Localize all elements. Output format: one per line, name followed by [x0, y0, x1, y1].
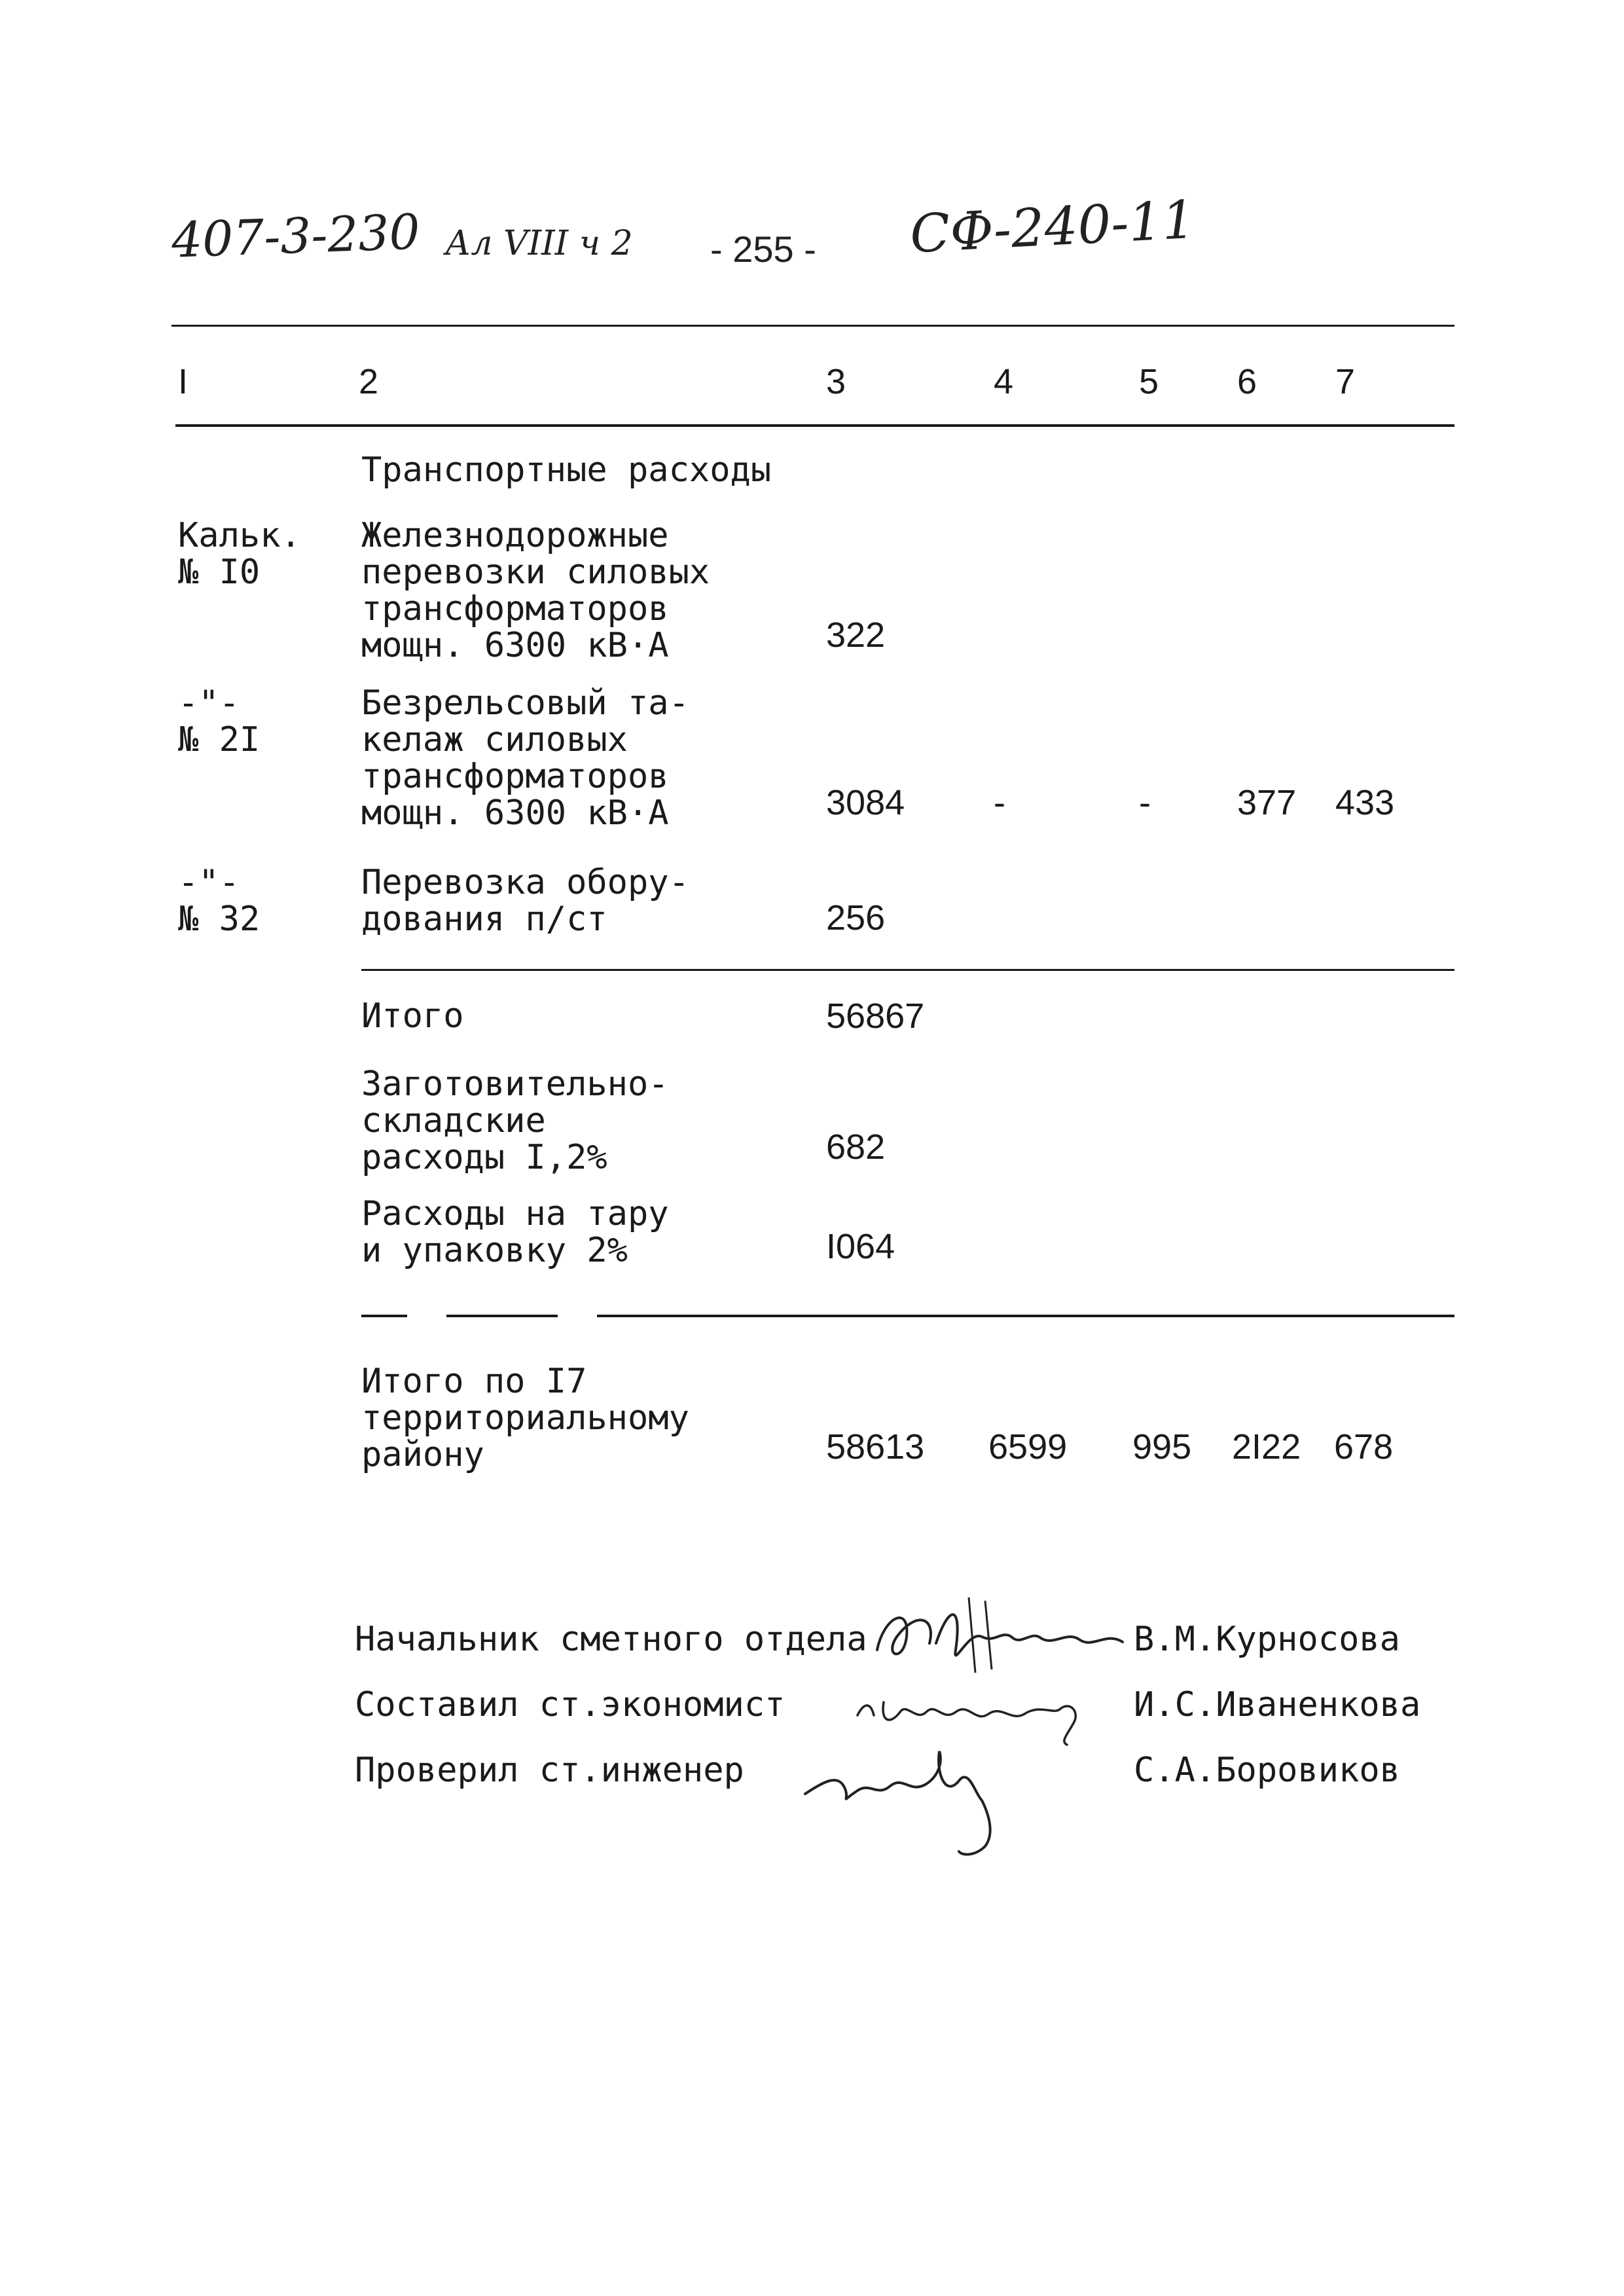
row-1-ref: Кальк. № I0 [178, 516, 301, 592]
subtotal-rule [361, 969, 1454, 971]
signature-name-3: С.А.Боровиков [1134, 1751, 1400, 1790]
signature-role-1: Начальник сметного отдела [355, 1620, 867, 1659]
subtotal-label: Итого [361, 996, 464, 1036]
col-number-1: I [178, 362, 189, 401]
total-rule [361, 1315, 1454, 1317]
handwritten-signature-1 [871, 1591, 1146, 1676]
col-number-5: 5 [1139, 362, 1159, 401]
top-rule [171, 325, 1454, 327]
packaging-label: Расходы на тару и упаковку 2% [361, 1194, 669, 1270]
sheet-code: СФ-240-11 [908, 189, 1197, 265]
section-title: Транспортные расходы [361, 450, 772, 490]
handwritten-signature-3 [799, 1735, 1034, 1859]
row-2-ref: -"- № 2I [178, 683, 261, 759]
subtotal-col3: 56867 [826, 996, 925, 1036]
col-number-3: 3 [826, 362, 846, 401]
doc-code: 407-3-230 [170, 204, 421, 269]
col-number-6: 6 [1237, 362, 1257, 401]
row-2-col5: - [1139, 783, 1151, 822]
total-col5: 995 [1132, 1427, 1192, 1467]
album-ref: Ал VIII ч 2 [445, 224, 633, 263]
row-2-col6: 377 [1237, 783, 1297, 822]
total-col6: 2I22 [1232, 1427, 1301, 1467]
col-number-4: 4 [994, 362, 1014, 401]
procurement-label: Заготовительно- складские расходы I,2% [361, 1065, 669, 1177]
row-3-col3: 256 [826, 898, 886, 938]
signature-name-1: В.М.Курносова [1134, 1620, 1400, 1659]
header-rule [175, 424, 1454, 427]
row-2-col4: - [994, 783, 1005, 822]
row-2-col3: 3084 [826, 783, 905, 822]
signature-name-2: И.С.Иваненкова [1134, 1685, 1421, 1724]
total-col7: 678 [1334, 1427, 1394, 1467]
total-col4: 6599 [988, 1427, 1068, 1467]
row-3-desc: Перевозка обору- дования п/ст [361, 863, 689, 939]
total-col3: 58613 [826, 1427, 925, 1467]
row-1-col3: 322 [826, 615, 886, 655]
row-1-desc: Железнодорожные перевозки силовых трансформаторов мощн. 6300 кВ·А [361, 516, 710, 665]
row-2-desc: Безрельсовый та- келаж силовых трансформаторов мощн. 6300 кВ·А [361, 683, 689, 833]
procurement-col3: 682 [826, 1127, 886, 1167]
packaging-col3: I064 [826, 1227, 895, 1266]
signature-role-3: Проверил ст.инженер [355, 1751, 744, 1790]
row-3-ref: -"- № 32 [178, 863, 261, 939]
col-number-7: 7 [1335, 362, 1356, 401]
row-2-col7: 433 [1335, 783, 1395, 822]
page-number: - 255 - [710, 228, 816, 270]
total-label: Итого по I7 территориальному району [361, 1362, 689, 1474]
col-number-2: 2 [359, 362, 379, 401]
signature-role-2: Составил ст.экономист [355, 1685, 785, 1724]
